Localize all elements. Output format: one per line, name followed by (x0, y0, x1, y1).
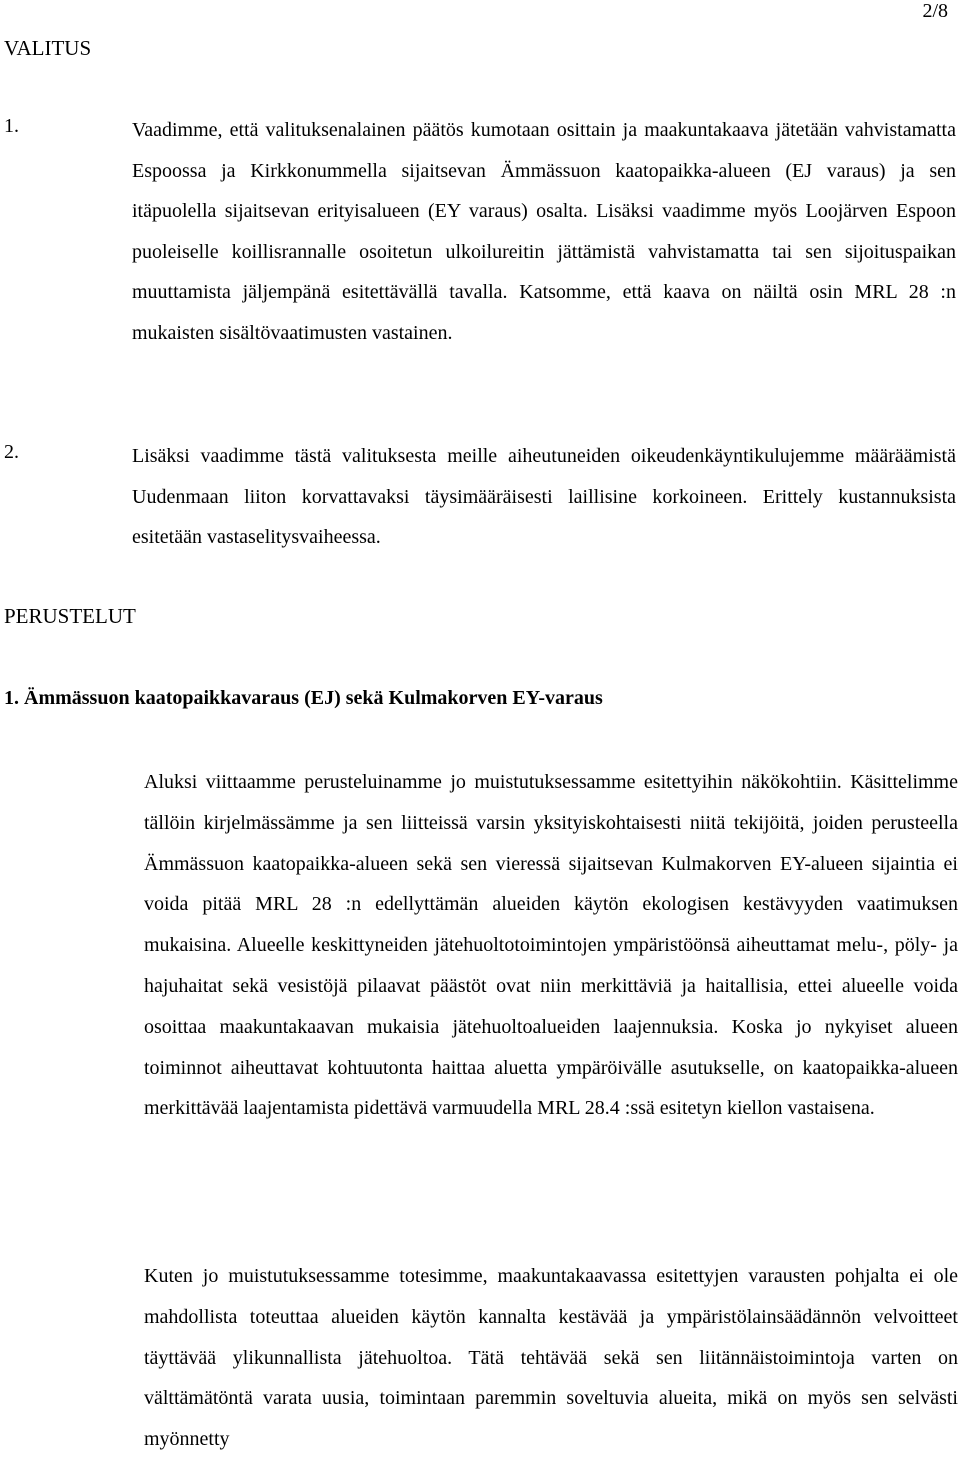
perustelut-paragraph-2: Kuten jo muistutuksessamme totesimme, maakuntakaavassa esitettyjen varausten pohjalta ei ole mahdollista toteuttaa alueiden käytön kannalta kestävää ja ympäristölainsäädännön velvoitteet täyttävää ylikunnallista jätehuoltoa. Tätä tehtävää sekä sen liitännäistoimintoja varten on välttämätöntä varata uusia, toimintaan paremmin soveltuvia alueita, mikä on myös sen selvästi myönnetty (144, 1265, 958, 1451)
valitus-item-2-text: Lisäksi vaadimme tästä valituksesta meille aiheutuneiden oikeudenkäyntikulujemme määräämistä Uudenmaan liiton korvattavaksi täysimääräisesti laillisine korkoineen. Erittely kustannuksista esitetään vastaselitysvaiheessa. (132, 445, 956, 549)
valitus-item-1-number: 1. (4, 115, 19, 137)
valitus-item-1-text: Vaadimme, että valituksenalainen päätös kumotaan osittain ja maakuntakaava jätetään vahvistamatta Espoossa ja Kirkkonummella sijaitsevan Ämmässuon kaatopaikka-alueen (EJ varaus) ja sen itäpuolella sijaitsevan erityisalueen (EY varaus) osalta. Lisäksi vaadimme myös Loojärven Espoon puoleiselle koillisrannalle osoitetun ulkoilureitin jättämistä vahvistamatta tai sen sijoituspaikan muuttamista jäljempänä esitettävällä tavalla. Katsomme, että kaava on näiltä osin MRL 28 :n mukaisten sisältövaatimusten vastainen. (132, 119, 956, 344)
valitus-heading: VALITUS (4, 36, 92, 60)
perustelut-heading: PERUSTELUT (4, 604, 136, 628)
valitus-item-2-number: 2. (4, 441, 19, 463)
section-title: 1. Ämmässuon kaatopaikkavaraus (EJ) sekä Kulmakorven EY-varaus (4, 687, 603, 709)
page-number: 2/8 (922, 0, 948, 22)
perustelut-paragraph-1: Aluksi viittaamme perusteluinamme jo muistutuksessamme esitettyihin näkökohtiin. Käsittelimme tällöin kirjelmässämme ja sen liitteissä varsin yksityiskohtaisesti niitä tekijöitä, joiden perusteella Ämmässuon kaatopaikka-alueen sekä sen vieressä sijaitsevan Kulmakorven EY-alueen sijaintia ei voida pitää MRL 28 :n edellyttämän alueiden käytön ekologisen kestävyyden vaatimuksen mukaisina. Alueelle keskittyneiden jätehuoltotoimintojen ympäristöönsä aiheuttamat melu-, pöly- ja hajuhaitat sekä vesistöjä pilaavat päästöt ovat niin merkittäviä ja haitallisia, ettei alueelle voida osoittaa maakuntakaavan mukaisia jätehuoltoalueiden laajennuksia. Koska jo nykyiset alueen toiminnot aiheuttavat kohtuutonta haittaa aluetta ympäröivälle asutukselle, on kaatopaikka-alueen merkittävää laajentamista pidettävä varmuudella MRL 28.4 :ssä esitetyn kiellon vastaisena. (144, 771, 958, 1120)
